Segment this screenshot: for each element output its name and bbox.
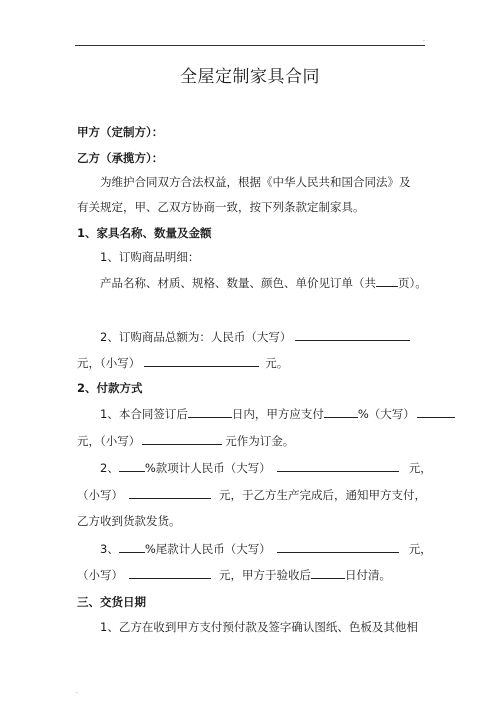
intro-line-2: 有关规定，甲、乙双方协商一致，按下列条款定制家具。	[77, 200, 365, 214]
deposit-figures-blank	[142, 433, 222, 445]
payment-2-line-3: 乙方收到货款发货。	[77, 514, 181, 528]
payment-2-text-a: 2、	[100, 461, 119, 475]
intro-line-1: 为维护合同双方合法权益，根据《中华人民共和国合同法》及	[100, 175, 411, 189]
payment-2-text-b: %款项计人民币（大写）	[144, 461, 271, 475]
payment-1-line-1	[100, 406, 455, 422]
total-amount-figures-blank	[144, 355, 259, 367]
total-small-label: 元，（小写）	[77, 356, 141, 370]
deposit-words-blank	[417, 406, 455, 418]
payment-2-percent-blank	[119, 460, 145, 472]
header-dot: .	[423, 36, 425, 43]
total-amount-label: 2、订购商品总额为：人民币（大写）	[100, 330, 292, 344]
party-a-label: 甲方（定制方）：	[77, 125, 164, 139]
payment-3-line-2	[77, 567, 391, 583]
section-1-item-1-detail	[100, 275, 427, 291]
payment-1-text-e: 元作为订金。	[225, 434, 295, 448]
payment-3-text-d: （小写）	[77, 568, 123, 582]
payment-3-text-c: 元，	[408, 542, 432, 556]
payment-1-text-b: 日内，甲方应支付	[231, 407, 324, 421]
payment-2-words-blank	[277, 460, 399, 472]
document-title: 全屋定制家具合同	[180, 67, 320, 87]
payment-3-days-blank	[311, 567, 345, 579]
party-b-label: 乙方（承揽方）：	[77, 151, 164, 165]
payment-2-text-c: 元，	[408, 461, 432, 475]
detail-text-a: 产品名称、材质、规格、数量、颜色、单价见订单（共	[100, 276, 376, 290]
payment-2-line-2	[77, 487, 426, 503]
pages-blank	[376, 275, 398, 287]
section-1-item-2	[100, 329, 410, 345]
payment-2-text-d: （小写）	[77, 488, 123, 502]
section-3-title: 三、交货日期	[77, 595, 146, 609]
payment-3-text-a: 3、	[100, 542, 119, 556]
percent-blank	[324, 406, 358, 418]
header-rule	[75, 45, 425, 46]
payment-3-text-f: 日付清。	[345, 568, 391, 582]
section-3-item-1: 1、乙方在收到甲方支付预付款及签字确认图纸、色板及其他相	[100, 620, 418, 634]
payment-3-text-b: %尾款计人民币（大写）	[144, 542, 271, 556]
payment-1-line-2	[77, 433, 294, 449]
payment-3-percent-blank	[119, 541, 145, 553]
payment-3-figures-blank	[129, 567, 211, 579]
payment-2-figures-blank	[129, 487, 211, 499]
total-amount-words-blank	[295, 329, 410, 341]
payment-1-text-d: 元，（小写）	[77, 434, 141, 448]
footer-dot: .	[76, 688, 78, 695]
payment-2-text-e: 元，于乙方生产完成后，通知甲方支付，	[219, 488, 426, 502]
payment-2-line-1	[100, 460, 432, 476]
days-blank	[188, 406, 232, 418]
payment-3-line-1	[100, 541, 432, 557]
section-1-item-1: 1、订购商品明细：	[100, 250, 200, 264]
yuan-end: 元。	[265, 356, 289, 370]
payment-1-text-a: 1、本合同签订后	[100, 407, 188, 421]
payment-1-text-c: %（大写）	[357, 407, 415, 421]
payment-3-words-blank	[277, 541, 399, 553]
payment-3-text-e: 元，甲方于验收后	[219, 568, 311, 582]
section-1-title: 1、家具名称、数量及金额	[77, 226, 212, 240]
detail-text-b: 页）。	[398, 276, 427, 290]
section-2-title: 2、付款方式	[77, 381, 143, 395]
section-1-item-2-cont	[77, 355, 288, 371]
